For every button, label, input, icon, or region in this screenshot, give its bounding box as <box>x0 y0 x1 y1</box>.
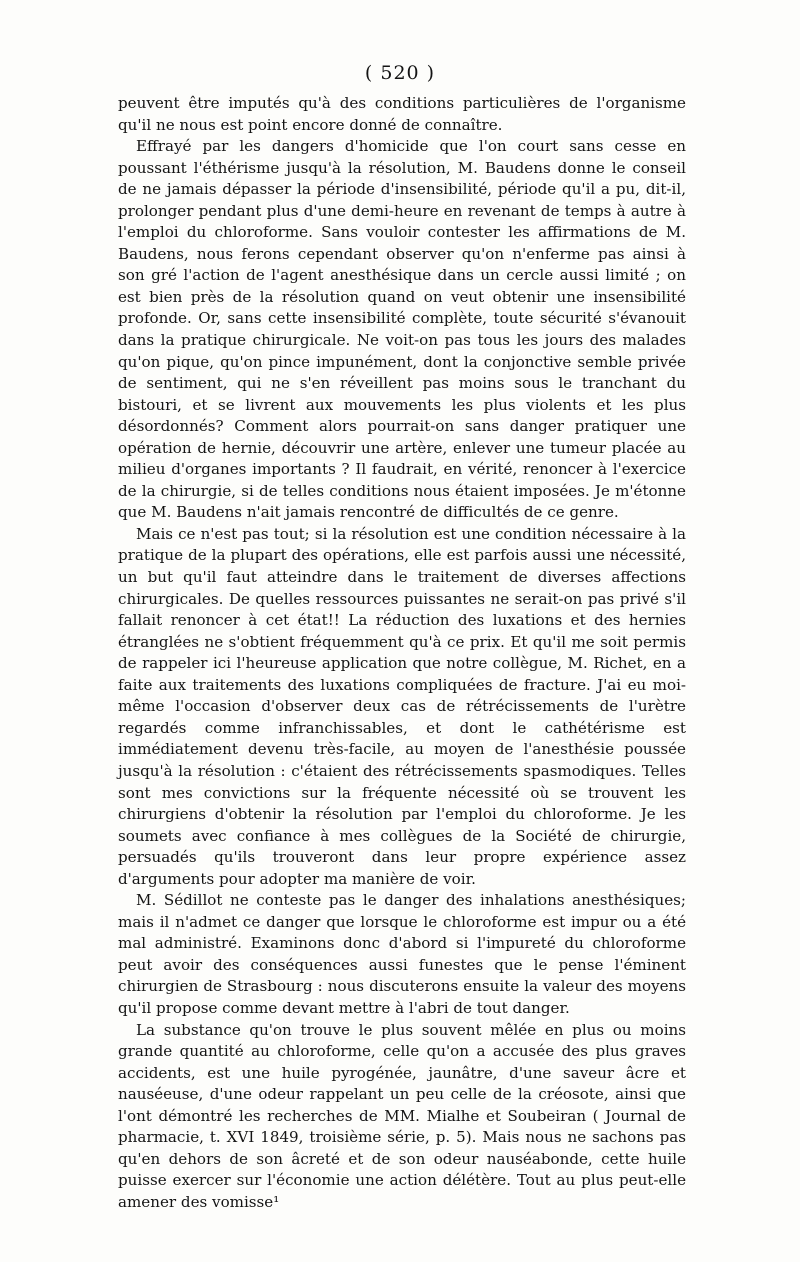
paragraph-impure-substance: La substance qu'on trouve le plus souvent mêlée en plus ou moins grande quantité au chloroforme, celle qu'on a accusée des plus graves accidents, est une huile pyrogénée, jaunâtre, d'une saveur âcre et nauséeuse, d'une odeur rappelant un peu celle de la créosote, ainsi que l'ont démontré les recherches de MM. Mialhe et Soubeiran ( Journal de pharmacie, t. XVI 1849, troisième série, p. 5). Mais nous ne sachons pas qu'en dehors de son âcreté et de son odeur nauséabonde, cette huile puisse exercer sur l'économie une action délétère. Tout au plus peut-elle amener des vomisse¹ <box>118 1020 686 1211</box>
paragraph-baudens: Effrayé par les dangers d'homicide que l'on court sans cesse en poussant l'éthérisme jusqu'à la résolution, M. Baudens donne le conseil de ne jamais dépasser la période d'insensibilité, période qu'il a pu, dit-il, prolonger pendant plus d'une demi-heure en revenant de temps à autre à l'emploi du chloroforme. Sans vouloir contester les affirmations de M. Baudens, nous ferons cependant observer qu'on n'enferme pas ainsi à son gré l'action de l'agent anesthésique dans un cercle aussi limité ; on est bien près de la résolution quand on veut obtenir une insensibilité profonde. Or, sans cette insensibilité complète, toute sécurité s'évanouit dans la pratique chirurgicale. Ne voit-on pas tous les jours des malades qu'on pique, qu'on pince impunément, dont la conjonctive semble privée de sentiment, qui ne s'en réveillent pas moins sous le tranchant du bistouri, et se livrent aux mouvements les plus violents et les plus désordonnés? Comment alors pourrait-on sans danger pratiquer une opération de hernie, découvrir une artère, enlever une tumeur placée au milieu d'organes importants ? Il faudrait, en vérité, renoncer à l'exercice de la chirurgie, si de telles conditions nous étaient imposées. Je m'étonne que M. Baudens n'ait jamais rencontré de difficultés de ce genre. <box>118 137 686 522</box>
paragraph-continuation: peuvent être imputés qu'à des conditions particulières de l'organisme qu'il ne nous est point encore donné de connaître. <box>118 94 686 134</box>
page-number: ( 520 ) <box>364 62 436 84</box>
paragraph-sedillot: M. Sédillot ne conteste pas le danger des inhalations anesthésiques; mais il n'admet ce danger que lorsque le chloroforme est impur ou a été mal administré. Examinons donc d'abord si l'impureté du chloroforme peut avoir des conséquences aussi funestes que le pense l'éminent chirurgien de Strasbourg : nous discuterons ensuite la valeur des moyens qu'il propose comme devant mettre à l'abri de tout danger. <box>118 891 686 1017</box>
body-text <box>118 93 686 1213</box>
paragraph-resolution-necessity: Mais ce n'est pas tout; si la résolution est une condition nécessaire à la pratique de la plupart des opérations, elle est parfois aussi une nécessité, un but qu'il faut atteindre dans le traitement de diverses affections chirurgicales. De quelles ressources puissantes ne serait-on pas privé s'il fallait renoncer à cet état!! La réduction des luxations et des hernies étranglées ne s'obtient fréquemment qu'à ce prix. Et qu'il me soit permis de rappeler ici l'heureuse application que notre collègue, M. Richet, en a faite aux traitements des luxations compliquées de fracture. J'ai eu moi-même l'occasion d'observer deux cas de rétrécissements de l'urètre regardés comme infranchissables, et dont le cathétérisme est immédiatement devenu très-facile, au moyen de l'anesthésie poussée jusqu'à la résolution : c'étaient des rétrécissements spasmodiques. Telles sont mes convictions sur la fréquente nécessité où se trouvent les chirurgiens d'obtenir la résolution par l'emploi du chloroforme. Je les soumets avec confiance à mes collègues de la Société de chirurgie, persuadés qu'ils trouveront dans leur propre expérience assez d'arguments pour adopter ma manière de voir. <box>118 524 686 888</box>
